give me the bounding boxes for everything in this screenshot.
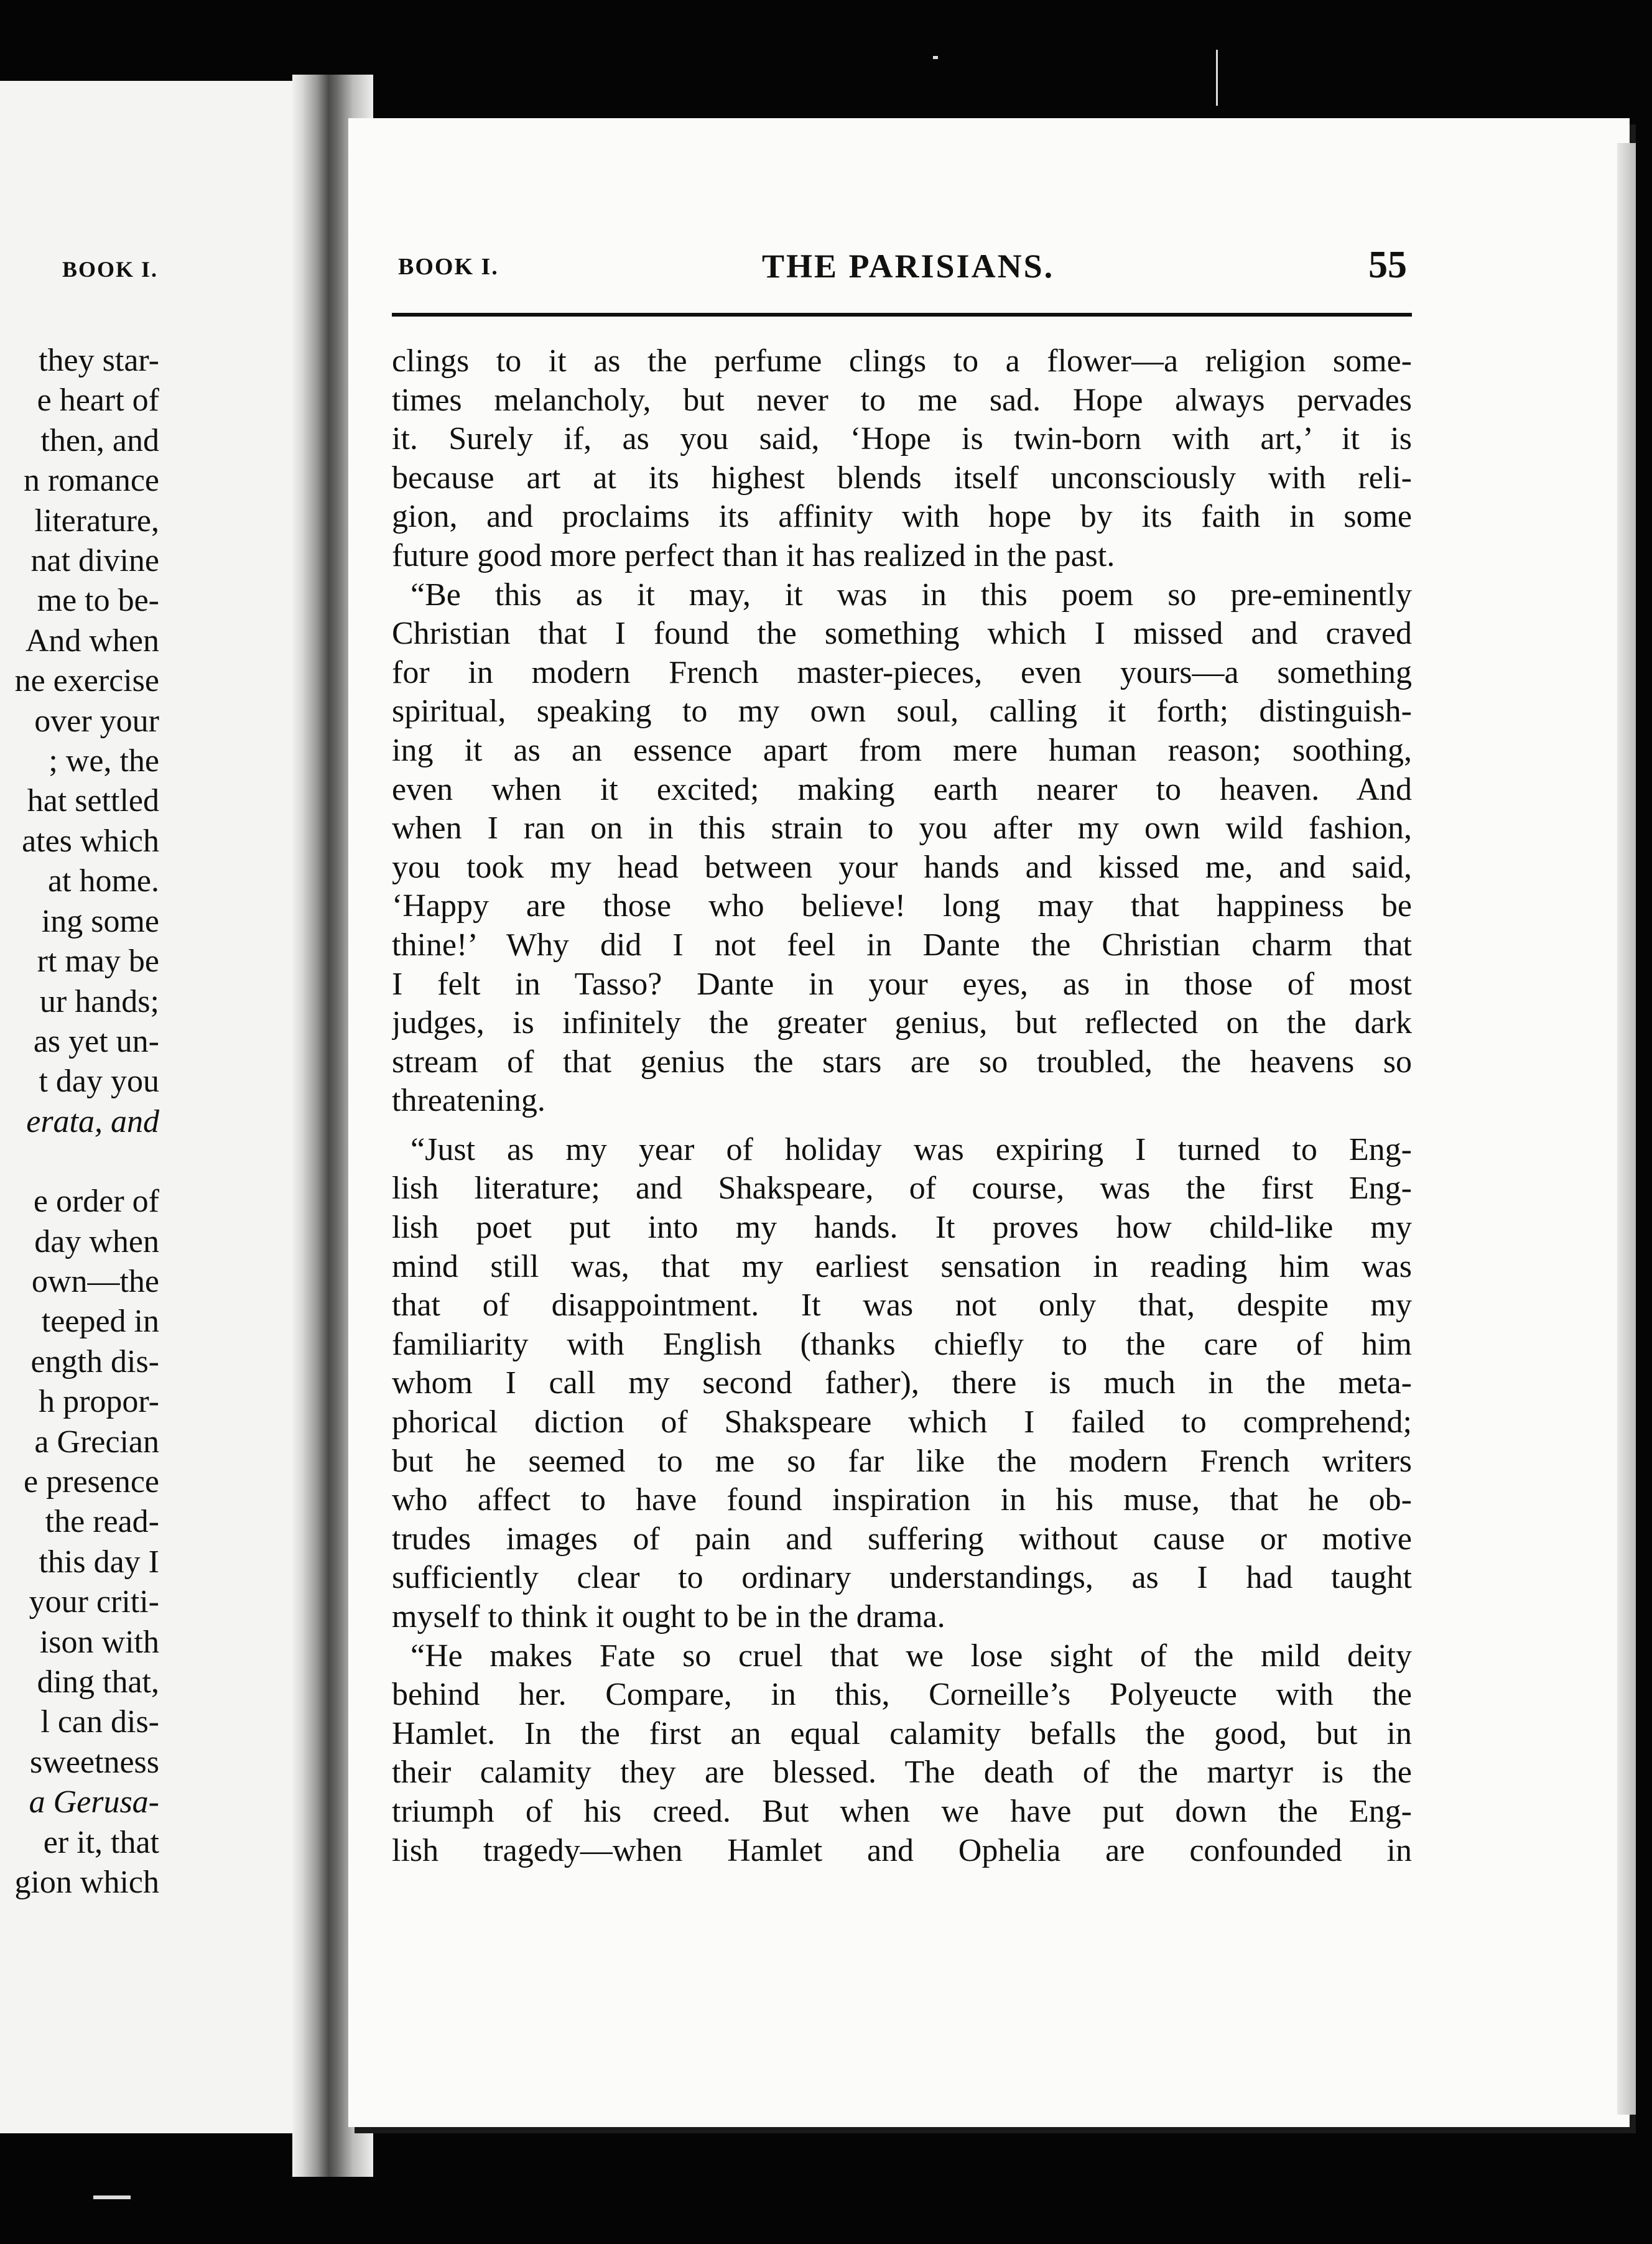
text-line: when I ran on in this strain to you after my own wild fashion,	[392, 810, 1412, 846]
text-line: sufficiently clear to ordinary understandings, as I had taught	[392, 1560, 1412, 1596]
text-line: as yet un-	[33, 1023, 159, 1059]
text-line: ength dis-	[30, 1343, 159, 1379]
facing-page-left	[0, 81, 292, 2133]
text-line: e heart of	[37, 382, 159, 419]
text-line: over your	[34, 703, 159, 739]
text-line: e order of	[33, 1184, 159, 1220]
text-line: lish literature; and Shakspeare, of course, was the first Eng-	[392, 1171, 1412, 1207]
text-line: “He makes Fate so cruel that we lose sight of the mild deity	[411, 1638, 1412, 1674]
text-line: lish tragedy—when Hamlet and Ophelia are confounded in	[392, 1832, 1412, 1868]
text-line: ; we, the	[49, 743, 159, 779]
text-line: mind still was, that my earliest sensation in reading him was	[392, 1248, 1412, 1284]
text-line: that of disappointment. It was not only that, despite my	[392, 1287, 1412, 1324]
text-line: whom I call my second father), there is much in the meta-	[392, 1365, 1412, 1401]
text-line: hat settled	[27, 783, 159, 819]
text-line: the read-	[45, 1504, 159, 1540]
text-line: ates which	[22, 823, 159, 859]
text-line: ing it as an essence apart from mere human reason; soothing,	[392, 732, 1412, 768]
text-line: stream of that genius the stars are so troubled, the heavens so	[392, 1044, 1412, 1080]
text-line: but he seemed to me so far like the modern French writers	[392, 1443, 1412, 1479]
text-line: me to be-	[37, 583, 159, 619]
text-line: ur hands;	[39, 983, 159, 1019]
text-line: sweetness	[30, 1744, 159, 1780]
text-line: at home.	[47, 863, 159, 899]
text-line: triumph of his creed. But when we have put down the Eng-	[392, 1793, 1412, 1829]
text-line: rt may be	[37, 944, 159, 980]
text-line: t day you	[39, 1064, 159, 1100]
running-head-book: BOOK I.	[398, 254, 499, 280]
text-line: Hamlet. In the first an equal calamity befalls the good, but in	[392, 1715, 1412, 1751]
text-line-italic: erata, and	[26, 1103, 159, 1139]
left-page-text	[0, 341, 159, 1903]
running-head	[398, 246, 1418, 295]
text-line: they star-	[39, 343, 159, 378]
text-line: myself to think it ought to be in the drama.	[392, 1599, 945, 1634]
text-line: lish poet put into my hands. It proves how child-like my	[392, 1210, 1412, 1246]
text-line: er it, that	[43, 1824, 159, 1860]
running-head-title: THE PARISIANS.	[762, 248, 1055, 285]
text-line: your criti-	[29, 1584, 159, 1620]
text-line: gion which	[14, 1865, 159, 1901]
text-line: judges, is infinitely the greater genius, but reflected on the dark	[392, 1005, 1412, 1041]
text-line: spiritual, speaking to my own soul, calling it forth; distinguish-	[392, 693, 1412, 730]
text-line: because art at its highest blends itself unconsciously with reli-	[392, 460, 1412, 496]
text-line: ding that,	[37, 1664, 159, 1700]
text-line: ing some	[41, 903, 159, 939]
text-line: for in modern French master-pieces, even yours—a something	[392, 654, 1412, 690]
text-line: And when	[25, 623, 159, 659]
text-line: then, and	[40, 422, 159, 458]
text-line: n romance	[23, 463, 159, 499]
text-line: l can dis-	[40, 1704, 159, 1740]
text-line: it. Surely if, as you said, ‘Hope is twin-born with art,’ it is	[392, 421, 1412, 457]
header-rule	[392, 313, 1412, 317]
text-line: this day I	[39, 1544, 159, 1580]
text-line: literature,	[34, 503, 159, 539]
text-line: who affect to have found inspiration in his muse, that he ob-	[392, 1482, 1412, 1518]
page-body-text	[392, 342, 1412, 1870]
paragraph-gap	[392, 1121, 1412, 1131]
text-line: “Be this as it may, it was in this poem so pre-eminently	[411, 577, 1412, 613]
page-number: 55	[1368, 244, 1407, 286]
text-line: teeped in	[41, 1304, 159, 1340]
text-line: ison with	[39, 1624, 159, 1660]
text-line: ‘Happy are those who believe! long may that happiness be	[392, 888, 1412, 924]
text-line: I felt in Tasso? Dante in your eyes, as in those of most	[392, 966, 1412, 1002]
text-line-italic: a Gerusa-	[29, 1784, 159, 1820]
text-line: a Grecian	[34, 1424, 159, 1460]
text-line: familiarity with English (thanks chiefly to the care of him	[392, 1326, 1412, 1362]
text-line: Christian that I found the something which I missed and craved	[392, 616, 1412, 652]
text-line: thine!’ Why did I not feel in Dante the Christian charm that	[392, 927, 1412, 963]
text-line: you took my head between your hands and kissed me, and said,	[392, 849, 1412, 885]
text-line: ne exercise	[14, 663, 159, 699]
page-edge	[1617, 143, 1636, 2115]
text-line: “Just as my year of holiday was expiring I turned to Eng-	[411, 1131, 1412, 1167]
paragraph-gap	[0, 1142, 159, 1182]
text-line: e presence	[24, 1463, 159, 1500]
text-line: behind her. Compare, in this, Corneille’s Polyeucte with the	[392, 1677, 1412, 1713]
text-line: phorical diction of Shakspeare which I failed to comprehend;	[392, 1404, 1412, 1440]
text-line: even when it excited; making earth nearer to heaven. And	[392, 771, 1412, 807]
text-line: own—the	[31, 1263, 159, 1299]
scan-speck	[93, 2195, 131, 2199]
text-line: gion, and proclaims its affinity with hope by its faith in some	[392, 499, 1412, 535]
text-line: clings to it as the perfume clings to a flower—a religion some-	[392, 343, 1412, 379]
scan-speck	[1216, 50, 1218, 106]
text-line: h propor-	[39, 1384, 159, 1420]
text-line: day when	[34, 1223, 159, 1259]
left-running-head: BOOK I.	[62, 257, 159, 282]
text-line: threatening.	[392, 1083, 545, 1119]
text-line: future good more perfect than it has realized in the past.	[392, 537, 1115, 573]
text-line: trudes images of pain and suffering without cause or motive	[392, 1521, 1412, 1557]
text-line: nat divine	[30, 543, 159, 579]
text-line: their calamity they are blessed. The death of the martyr is the	[392, 1755, 1412, 1791]
scan-speck	[933, 56, 938, 59]
text-line: times melancholy, but never to me sad. Hope always pervades	[392, 382, 1412, 418]
